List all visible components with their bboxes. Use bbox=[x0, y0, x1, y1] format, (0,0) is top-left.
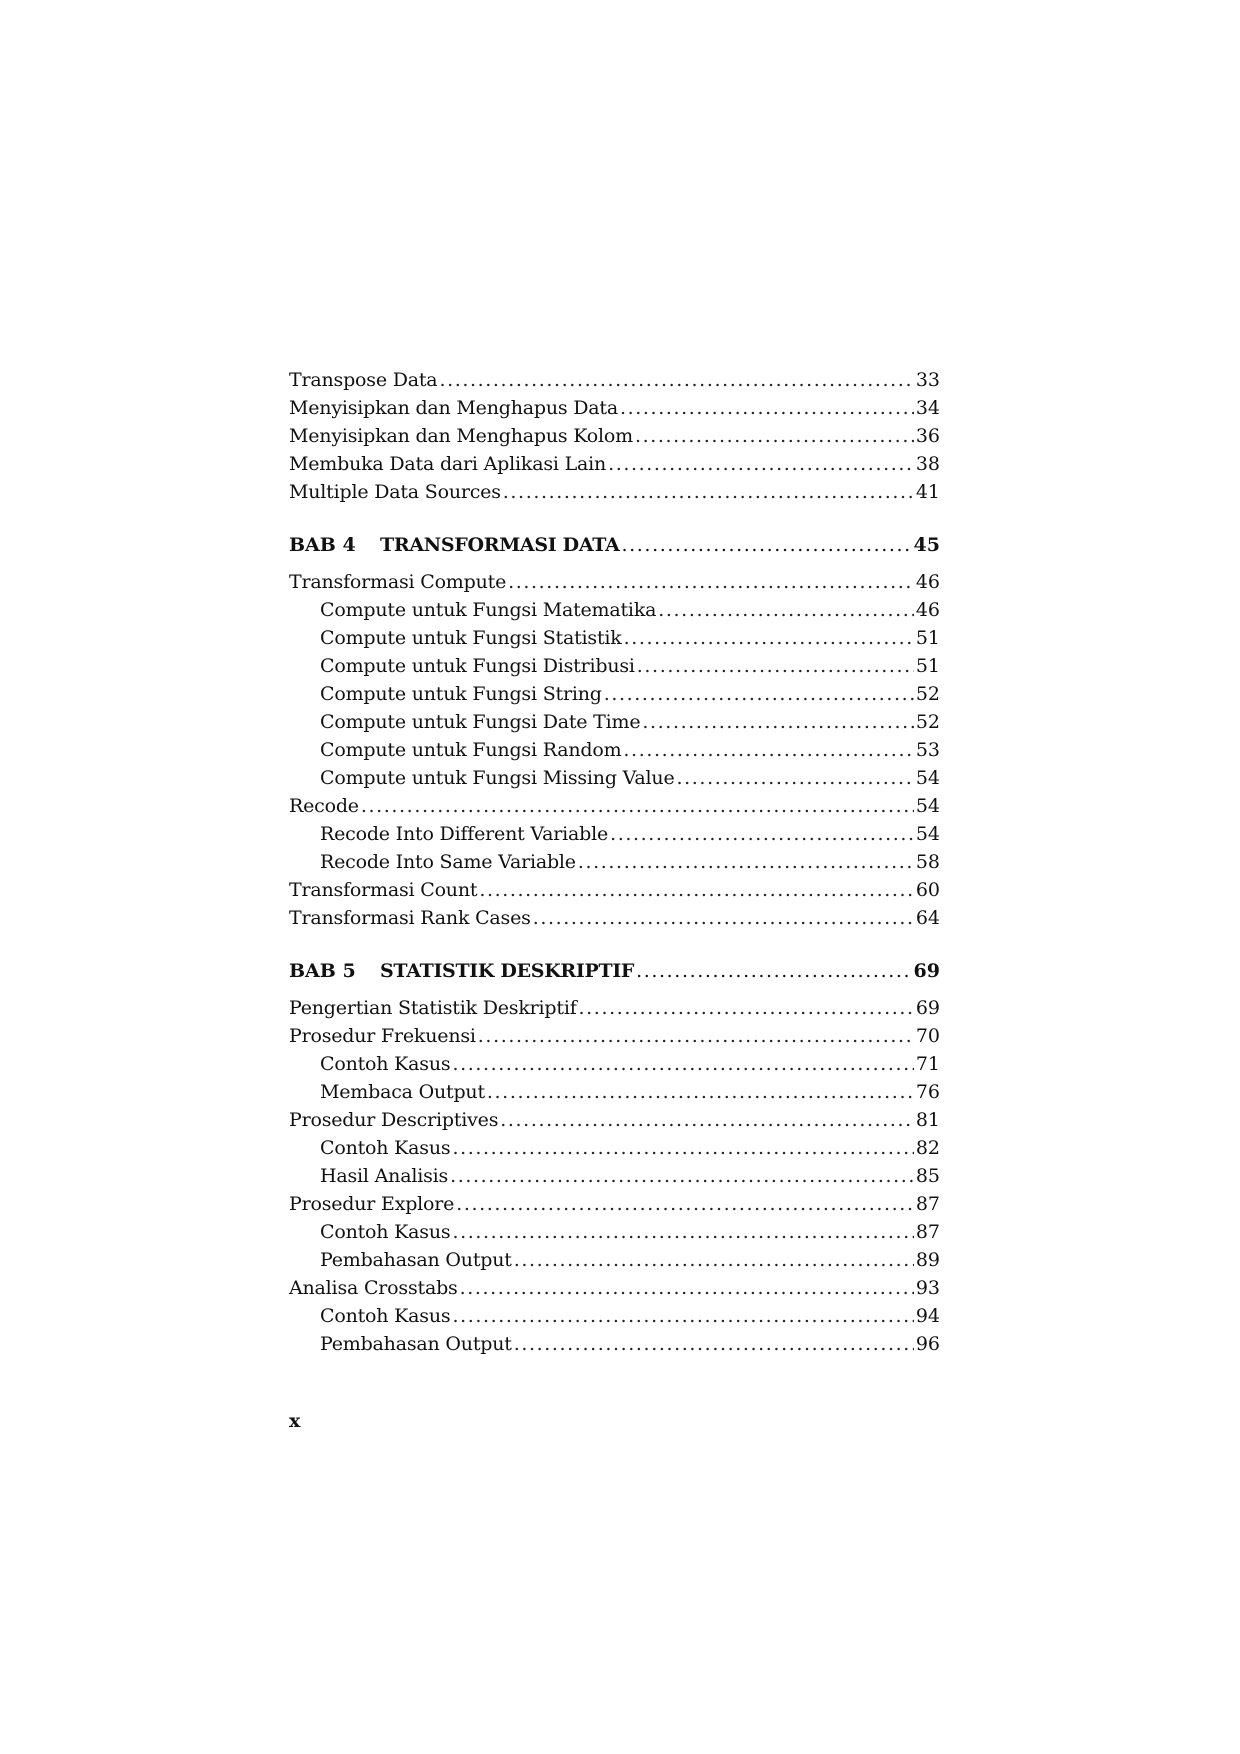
toc-entry-label: Transformasi Rank Cases bbox=[289, 907, 531, 929]
dot-leader bbox=[439, 366, 913, 394]
dot-leader bbox=[642, 708, 913, 736]
dot-leader bbox=[514, 1330, 914, 1358]
toc-entry-page: 34 bbox=[915, 397, 940, 419]
toc-entry-label: Contoh Kasus bbox=[320, 1221, 451, 1243]
toc-subentry[interactable] bbox=[289, 1302, 940, 1330]
toc-entry-label: Multiple Data Sources bbox=[289, 481, 501, 503]
toc-entry-label: Contoh Kasus bbox=[320, 1053, 451, 1075]
dot-leader bbox=[500, 1106, 914, 1134]
dot-leader bbox=[677, 764, 914, 792]
toc-entry[interactable] bbox=[289, 994, 940, 1022]
toc-entry-label: Compute untuk Fungsi Distribusi bbox=[320, 655, 635, 677]
toc-subentry[interactable] bbox=[289, 1162, 940, 1190]
toc-entry-page: 53 bbox=[915, 739, 940, 761]
chapter-number: BAB 5 bbox=[289, 960, 356, 982]
toc-entry[interactable] bbox=[289, 876, 940, 904]
toc-subentry[interactable] bbox=[289, 736, 940, 764]
dot-leader bbox=[452, 1218, 913, 1246]
dot-leader bbox=[610, 820, 914, 848]
toc-entry-label: Prosedur Descriptives bbox=[289, 1109, 499, 1131]
dot-leader bbox=[452, 1302, 913, 1330]
dot-leader bbox=[503, 478, 914, 506]
dot-leader bbox=[361, 792, 914, 820]
toc-subentry[interactable] bbox=[289, 680, 940, 708]
toc-entry-page: 38 bbox=[915, 453, 940, 475]
dot-leader bbox=[452, 1050, 913, 1078]
toc-entry-page: 89 bbox=[915, 1249, 940, 1271]
dot-leader bbox=[579, 994, 914, 1022]
dot-leader bbox=[578, 848, 914, 876]
toc-entry-page: 54 bbox=[915, 767, 940, 789]
toc-entry-page: 71 bbox=[915, 1053, 940, 1075]
dot-leader bbox=[452, 1134, 913, 1162]
toc-subentry[interactable] bbox=[289, 848, 940, 876]
toc-entry-label: Compute untuk Fungsi Missing Value bbox=[320, 767, 675, 789]
dot-leader bbox=[623, 736, 913, 764]
toc-entry-label: Recode bbox=[289, 795, 359, 817]
toc-entry-page: 60 bbox=[915, 879, 940, 901]
toc-entry-page: 87 bbox=[915, 1193, 940, 1215]
dot-leader bbox=[636, 956, 911, 986]
dot-leader bbox=[479, 876, 913, 904]
toc-entry-label: Compute untuk Fungsi Date Time bbox=[320, 711, 641, 733]
toc-entry[interactable] bbox=[289, 1190, 940, 1218]
toc-entry[interactable] bbox=[289, 904, 940, 932]
page-number: x bbox=[289, 1410, 301, 1432]
chapter-number: BAB 4 bbox=[289, 534, 356, 556]
toc-entry-label: Compute untuk Fungsi Statistik bbox=[320, 627, 622, 649]
toc-entry-label: Contoh Kasus bbox=[320, 1305, 451, 1327]
toc-entry-label: Membuka Data dari Aplikasi Lain bbox=[289, 453, 607, 475]
toc-entry[interactable] bbox=[289, 366, 940, 394]
toc-entry-label: Compute untuk Fungsi Random bbox=[320, 739, 622, 761]
toc-subentry[interactable] bbox=[289, 764, 940, 792]
toc-entry-page: 70 bbox=[915, 1025, 940, 1047]
chapter-title: STATISTIK DESKRIPTIF bbox=[380, 960, 635, 982]
toc-subentry[interactable] bbox=[289, 652, 940, 680]
toc-entry-label: Transpose Data bbox=[289, 369, 438, 391]
toc-entry-page: 81 bbox=[915, 1109, 940, 1131]
dot-leader bbox=[604, 680, 914, 708]
toc-entry-label: Menyisipkan dan Menghapus Kolom bbox=[289, 425, 633, 447]
dot-leader bbox=[508, 568, 914, 596]
toc-entry-page: 46 bbox=[915, 599, 940, 621]
toc-subentry[interactable] bbox=[289, 624, 940, 652]
toc-entry-label: Contoh Kasus bbox=[320, 1137, 451, 1159]
toc-entry-page: 93 bbox=[915, 1277, 940, 1299]
toc-subentry[interactable] bbox=[289, 1218, 940, 1246]
dot-leader bbox=[608, 450, 914, 478]
toc-entry-page: 87 bbox=[915, 1221, 940, 1243]
dot-leader bbox=[635, 422, 914, 450]
toc-entry-page: 64 bbox=[915, 907, 940, 929]
toc-entry-label: Recode Into Same Variable bbox=[320, 851, 576, 873]
dot-leader bbox=[487, 1078, 914, 1106]
toc-entry-label: Compute untuk Fungsi Matematika bbox=[320, 599, 657, 621]
toc-entry-page: 51 bbox=[915, 655, 940, 677]
toc-entry-page: 94 bbox=[915, 1305, 940, 1327]
toc-entry-page: 58 bbox=[915, 851, 940, 873]
toc-entry-page: 36 bbox=[915, 425, 940, 447]
toc-entry-page: 54 bbox=[915, 795, 940, 817]
toc-subentry[interactable] bbox=[289, 1050, 940, 1078]
toc-entry-page: 85 bbox=[915, 1165, 940, 1187]
toc-entry[interactable] bbox=[289, 792, 940, 820]
toc-subentry[interactable] bbox=[289, 708, 940, 736]
toc-subentry[interactable] bbox=[289, 820, 940, 848]
dot-leader bbox=[622, 530, 912, 560]
toc-entry[interactable] bbox=[289, 450, 940, 478]
toc-entry-label: Membaca Output bbox=[320, 1081, 485, 1103]
toc-entry[interactable] bbox=[289, 394, 940, 422]
dot-leader bbox=[514, 1246, 914, 1274]
dot-leader bbox=[620, 394, 914, 422]
toc-entry[interactable] bbox=[289, 1022, 940, 1050]
toc-entry-label: Transformasi Count bbox=[289, 879, 478, 901]
dot-leader bbox=[478, 1022, 914, 1050]
toc-entry-page: 46 bbox=[915, 571, 940, 593]
chapter-title: TRANSFORMASI DATA bbox=[380, 534, 620, 556]
toc-entry-label: Menyisipkan dan Menghapus Data bbox=[289, 397, 618, 419]
toc-entry-label: Prosedur Explore bbox=[289, 1193, 455, 1215]
toc-entry-page: 41 bbox=[915, 481, 940, 503]
dot-leader bbox=[624, 624, 914, 652]
toc-entry-label: Pembahasan Output bbox=[320, 1249, 512, 1271]
toc-entry-label: Recode Into Different Variable bbox=[320, 823, 609, 845]
toc-entry[interactable] bbox=[289, 1106, 940, 1134]
toc-entry-page: 52 bbox=[915, 683, 940, 705]
dot-leader bbox=[658, 596, 914, 624]
toc-entry-page: 51 bbox=[915, 627, 940, 649]
chapter-page: 69 bbox=[913, 960, 940, 982]
toc-subentry[interactable] bbox=[289, 596, 940, 624]
toc-entry[interactable] bbox=[289, 422, 940, 450]
toc-entry-page: 76 bbox=[915, 1081, 940, 1103]
toc-entry[interactable] bbox=[289, 1274, 940, 1302]
toc-entry-label: Hasil Analisis bbox=[320, 1165, 449, 1187]
toc-entry-label: Pembahasan Output bbox=[320, 1333, 512, 1355]
toc-entry-page: 69 bbox=[915, 997, 940, 1019]
toc-entry-page: 33 bbox=[915, 369, 940, 391]
chapter-heading-bab-5[interactable] bbox=[289, 956, 940, 986]
toc-entry-label: Prosedur Frekuensi bbox=[289, 1025, 476, 1047]
chapter-page: 45 bbox=[913, 534, 940, 556]
toc-entry[interactable] bbox=[289, 568, 940, 596]
dot-leader bbox=[533, 904, 914, 932]
toc-subentry[interactable] bbox=[289, 1246, 940, 1274]
toc-subentry[interactable] bbox=[289, 1078, 940, 1106]
dot-leader bbox=[450, 1162, 914, 1190]
toc-entry-label: Transformasi Compute bbox=[289, 571, 507, 593]
toc-entry-label: Pengertian Statistik Deskriptif bbox=[289, 997, 577, 1019]
dot-leader bbox=[637, 652, 914, 680]
toc-entry-page: 82 bbox=[915, 1137, 940, 1159]
toc-entry-page: 96 bbox=[915, 1333, 940, 1355]
toc-entry-page: 52 bbox=[915, 711, 940, 733]
dot-leader bbox=[456, 1190, 914, 1218]
chapter-heading-bab-4[interactable] bbox=[289, 530, 940, 560]
dot-leader bbox=[460, 1274, 914, 1302]
toc-subentry[interactable] bbox=[289, 1330, 940, 1358]
toc-subentry[interactable] bbox=[289, 1134, 940, 1162]
toc-entry-page: 54 bbox=[915, 823, 940, 845]
table-of-contents bbox=[289, 366, 940, 1358]
toc-entry-label: Compute untuk Fungsi String bbox=[320, 683, 602, 705]
toc-entry[interactable] bbox=[289, 478, 940, 506]
toc-entry-label: Analisa Crosstabs bbox=[289, 1277, 458, 1299]
